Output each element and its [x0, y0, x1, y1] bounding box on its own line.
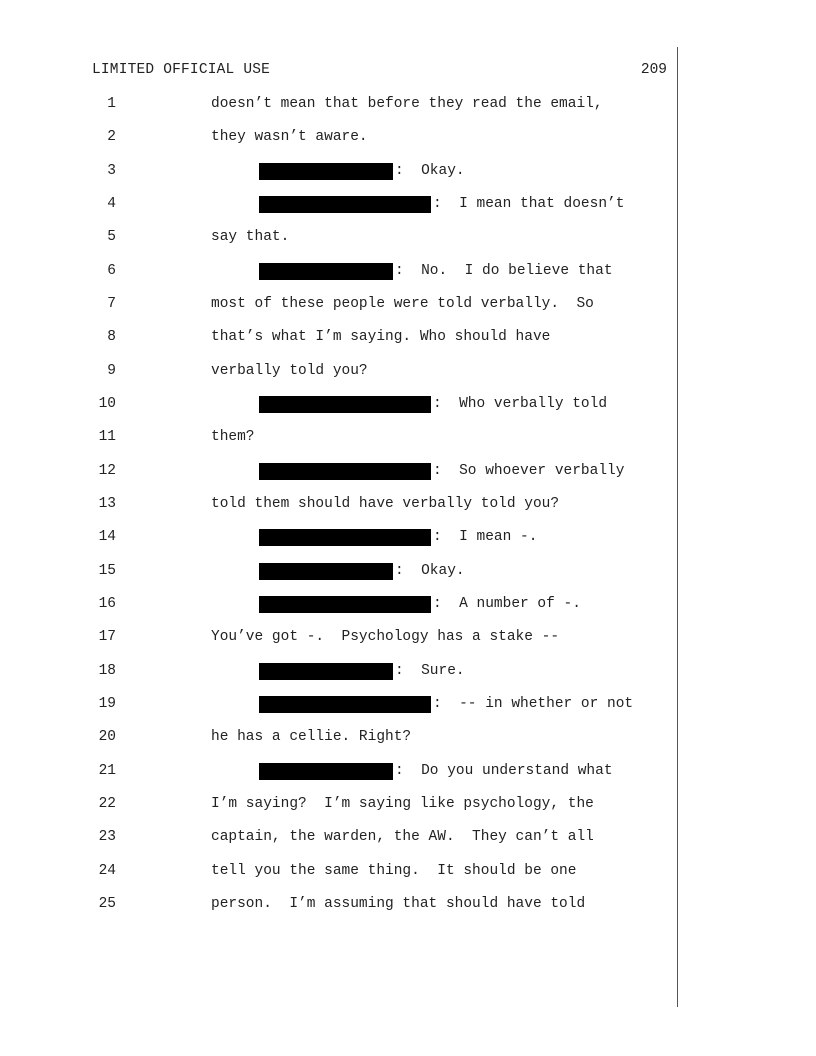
transcript-line — [0, 660, 816, 682]
transcript-line — [0, 726, 816, 748]
transcript-text: most of these people were told verbally. So — [211, 295, 594, 312]
line-number: 25 — [98, 895, 116, 912]
redacted-speaker-name — [259, 763, 393, 780]
line-number: 2 — [107, 129, 116, 146]
line-number: 23 — [98, 829, 116, 846]
classification-header: LIMITED OFFICIAL USE — [92, 62, 271, 78]
line-number: 8 — [107, 329, 116, 346]
speaker-utterance: : Okay. — [395, 162, 465, 179]
transcript-text: verbally told you? — [211, 362, 368, 379]
transcript-line — [0, 560, 816, 582]
transcript-text: they wasn’t aware. — [211, 129, 368, 146]
transcript-line — [0, 760, 816, 782]
line-number: 10 — [98, 395, 116, 412]
transcript-line — [0, 326, 816, 348]
speaker-utterance: : I mean that doesn’t — [433, 195, 625, 212]
redacted-speaker-name — [259, 596, 431, 613]
line-number: 19 — [98, 695, 116, 712]
transcript-text: You’ve got -. Psychology has a stake -- — [211, 629, 560, 646]
speaker-utterance: : I mean -. — [433, 529, 538, 546]
transcript-line — [0, 493, 816, 515]
redacted-speaker-name — [259, 196, 431, 213]
transcript-line — [0, 393, 816, 415]
transcript-line — [0, 626, 816, 648]
line-number: 6 — [107, 262, 116, 279]
transcript-line — [0, 860, 816, 882]
transcript-line — [0, 693, 816, 715]
line-number: 13 — [98, 495, 116, 512]
transcript-line — [0, 293, 816, 315]
transcript-line — [0, 126, 816, 148]
transcript-line — [0, 193, 816, 215]
line-number: 22 — [98, 795, 116, 812]
line-number: 5 — [107, 229, 116, 246]
line-number: 16 — [98, 595, 116, 612]
speaker-utterance: : A number of -. — [433, 595, 581, 612]
line-number: 11 — [98, 429, 116, 446]
redacted-speaker-name — [259, 163, 393, 180]
transcript-line — [0, 360, 816, 382]
transcript-text: doesn’t mean that before they read the email, — [211, 96, 603, 112]
transcript-text: person. I’m assuming that should have told — [211, 895, 586, 912]
line-number: 15 — [98, 562, 116, 579]
line-number: 7 — [107, 295, 116, 312]
speaker-utterance: : Do you understand what — [395, 762, 613, 779]
redacted-speaker-name — [259, 563, 393, 580]
line-number: 17 — [98, 629, 116, 646]
transcript-line — [0, 826, 816, 848]
redacted-speaker-name — [259, 263, 393, 280]
transcript-line — [0, 426, 816, 448]
line-number: 21 — [98, 762, 116, 779]
transcript-line — [0, 160, 816, 182]
page-number: 209 — [640, 62, 667, 78]
transcript-line — [0, 460, 816, 482]
speaker-utterance: : Sure. — [395, 662, 465, 679]
speaker-utterance: : Who verbally told — [433, 395, 608, 412]
speaker-utterance: : -- in whether or not — [433, 695, 634, 712]
transcript-line — [0, 526, 816, 548]
line-number: 9 — [107, 362, 116, 379]
redacted-speaker-name — [259, 529, 431, 546]
transcript-line — [0, 260, 816, 282]
transcript-text: told them should have verbally told you? — [211, 495, 560, 512]
line-number: 4 — [107, 195, 116, 212]
redacted-speaker-name — [259, 663, 393, 680]
transcript-line — [0, 226, 816, 248]
line-number: 20 — [98, 729, 116, 746]
speaker-utterance: : No. I do believe that — [395, 262, 613, 279]
speaker-utterance: : So whoever verbally — [433, 462, 625, 479]
transcript-text: he has a cellie. Right? — [211, 729, 412, 746]
transcript-line — [0, 793, 816, 815]
transcript-text: tell you the same thing. It should be one — [211, 862, 577, 879]
transcript-text: them? — [211, 429, 255, 446]
speaker-utterance: : Okay. — [395, 562, 465, 579]
line-number: 14 — [98, 529, 116, 546]
line-number: 3 — [107, 162, 116, 179]
redacted-speaker-name — [259, 396, 431, 413]
line-number: 1 — [107, 96, 116, 112]
transcript-text: say that. — [211, 229, 290, 246]
transcript-text: that’s what I’m saying. Who should have — [211, 329, 551, 346]
line-number: 18 — [98, 662, 116, 679]
redacted-speaker-name — [259, 696, 431, 713]
transcript-line — [0, 593, 816, 615]
transcript-line — [0, 93, 816, 115]
line-number: 12 — [98, 462, 116, 479]
transcript-line — [0, 893, 816, 915]
redacted-speaker-name — [259, 463, 431, 480]
transcript-text: I’m saying? I’m saying like psychology, the — [211, 795, 594, 812]
line-number: 24 — [98, 862, 116, 879]
transcript-text: captain, the warden, the AW. They can’t all — [211, 829, 594, 846]
